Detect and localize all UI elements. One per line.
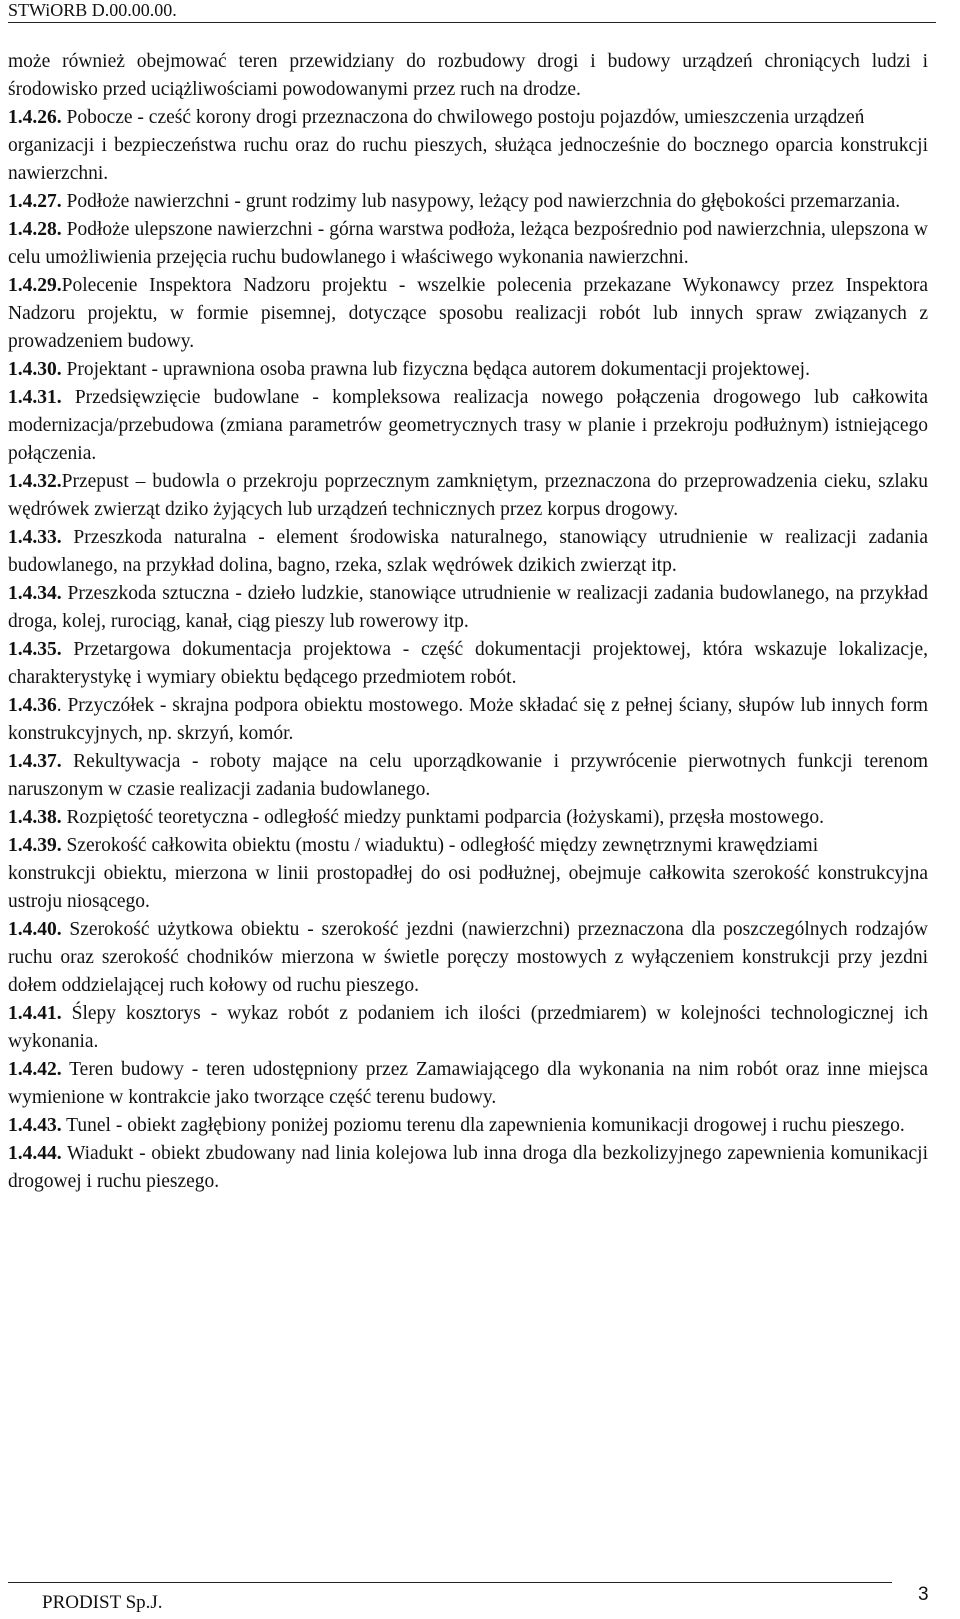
definition-number: 1.4.37. (8, 751, 62, 772)
definition-paragraph (8, 216, 928, 272)
definition-paragraph (8, 356, 928, 384)
definition-number: 1.4.34. (8, 583, 62, 604)
definition-paragraph (8, 104, 928, 132)
definition-text: Projektant - uprawniona osoba prawna lub fizyczna będąca autorem dokumentacji projektowej. (61, 359, 810, 380)
definition-text: Ślepy kosztorys - wykaz robót z podaniem ich ilości (przedmiarem) w kolejności technologicznej ich wykonania. (8, 1003, 928, 1052)
definition-paragraph (8, 132, 928, 188)
definition-paragraph (8, 384, 928, 468)
definition-paragraph (8, 832, 928, 860)
definition-paragraph (8, 1056, 928, 1112)
definition-paragraph (8, 1140, 928, 1196)
definition-text: Przetargowa dokumentacja projektowa - część dokumentacji projektowej, która wskazuje lokalizacje, charakterystykę i wymiary obiektu będącego przedmiotem robót. (8, 639, 928, 688)
definition-text: Przepust – budowla o przekroju poprzecznym zamkniętym, przeznaczona do przeprowadzenia cieku, szlaku wędrówek zwierząt dziko żyjących lub urządzeń technicznych przez korpus drogowy. (8, 471, 928, 520)
definition-paragraph (8, 1112, 928, 1140)
definition-paragraph (8, 860, 928, 916)
definition-text: Tunel - obiekt zagłębiony poniżej poziomu terenu dla zapewnienia komunikacji drogowej i ruchu pieszego. (61, 1115, 905, 1136)
definition-paragraph (8, 916, 928, 1000)
page-number: 3 (918, 1584, 929, 1605)
definition-paragraph (8, 188, 928, 216)
definition-number: 1.4.38. (8, 807, 62, 828)
definition-number: 1.4.27. (8, 191, 62, 212)
definition-text: Podłoże nawierzchni - grunt rodzimy lub nasypowy, leżący pod nawierzchnia do głębokości przemarzania. (61, 191, 901, 212)
definition-number: 1.4.43. (8, 1115, 62, 1136)
definition-number: 1.4.39. (8, 835, 62, 856)
definition-number: 1.4.31. (8, 387, 62, 408)
definition-text: może również obejmować teren przewidziany do rozbudowy drogi i budowy urządzeń chroniących ludzi i środowisko przed uciążliwościami powodowanymi przez ruch na drodze. (8, 51, 928, 100)
definition-text: Podłoże ulepszone nawierzchni - górna warstwa podłoża, leżąca bezpośrednio pod nawierzchnia, ulepszona w celu umożliwienia przejęcia ruchu budowlanego i właściwego wykonania nawierzchni. (8, 219, 928, 268)
header-doc-code: STWiORB D.00.00.00. (8, 0, 177, 20)
definition-text: Przedsięwzięcie budowlane - kompleksowa realizacja nowego połączenia drogowego lub całkowita modernizacja/przebudowa (zmiana parametrów geometrycznych trasy w planie i przekroju podłużnym) istniejącego połączenia. (8, 387, 928, 464)
document-page (8, 0, 952, 1619)
definition-number: 1.4.32. (8, 471, 62, 492)
definition-text: organizacji i bezpieczeństwa ruchu oraz do ruchu pieszych, służąca jednocześnie do bocznego oparcia konstrukcji nawierzchni. (8, 135, 928, 184)
definition-paragraph (8, 48, 928, 104)
definition-number: 1.4.26. (8, 107, 62, 128)
definition-text: Szerokość użytkowa obiektu - szerokość jezdni (nawierzchni) przeznaczona dla poszczególnych rodzajów ruchu oraz szerokość chodników mierzona w świetle poręczy mostowych z wyłączeniem konstrukcji przy jezdni dołem oddzielającej ruch kołowy od ruchu pieszego. (8, 919, 928, 996)
definition-paragraph (8, 692, 928, 748)
definition-paragraph (8, 272, 928, 356)
definition-number: 1.4.35. (8, 639, 62, 660)
definition-text: Teren budowy - teren udostępniony przez Zamawiającego dla wykonania na nim robót oraz inne miejsca wymienione w kontrakcie jako tworzące część terenu budowy. (8, 1059, 928, 1108)
definition-paragraph (8, 524, 928, 580)
definition-text: Przeszkoda sztuczna - dzieło ludzkie, stanowiące utrudnienie w realizacji zadania budowlanego, na przykład droga, kolej, rurociąg, kanał, ciąg pieszy lub rowerowy itp. (8, 583, 928, 632)
definition-number: 1.4.30. (8, 359, 62, 380)
document-body (8, 48, 928, 1196)
definition-number: 1.4.28. (8, 219, 62, 240)
definition-text: Rekultywacja - roboty mające na celu uporządkowanie i przywrócenie pierwotnych funkcji terenom naruszonym w czasie realizacji zadania budowlanego. (8, 751, 928, 800)
definition-text: Pobocze - cześć korony drogi przeznaczona do chwilowego postoju pojazdów, umieszczenia urządzeń (61, 107, 865, 128)
definition-number: 1.4.36 (8, 695, 57, 716)
definition-number: 1.4.33. (8, 527, 62, 548)
definition-text: konstrukcji obiektu, mierzona w linii prostopadłej do osi podłużnej, obejmuje całkowita szerokość konstrukcyjna ustroju niosącego. (8, 863, 928, 912)
definition-text: Przeszkoda naturalna - element środowiska naturalnego, stanowiący utrudnienie w realizacji zadania budowlanego, na przykład dolina, bagno, rzeka, szlak wędrówek dzikich zwierząt itp. (8, 527, 928, 576)
definition-paragraph (8, 1000, 928, 1056)
definition-number: 1.4.29. (8, 275, 62, 296)
definition-text: . Przyczółek - skrajna podpora obiektu mostowego. Może składać się z pełnej ściany, słupów lub innych form konstrukcyjnych, np. skrzyń, komór. (8, 695, 928, 744)
definition-number: 1.4.40. (8, 919, 62, 940)
definition-paragraph (8, 636, 928, 692)
definition-number: 1.4.44. (8, 1143, 62, 1164)
definition-text: Rozpiętość teoretyczna - odległość miedzy punktami podparcia (łożyskami), przęsła mostowego. (61, 807, 825, 828)
definition-number: 1.4.41. (8, 1003, 62, 1024)
definition-paragraph (8, 468, 928, 524)
header-divider (8, 22, 936, 23)
definition-number: 1.4.42. (8, 1059, 62, 1080)
definition-text: Szerokość całkowita obiektu (mostu / wiaduktu) - odległość między zewnętrznymi krawędziami (61, 835, 819, 856)
definition-text: Wiadukt - obiekt zbudowany nad linia kolejowa lub inna droga dla bezkolizyjnego zapewnienia komunikacji drogowej i ruchu pieszego. (8, 1143, 928, 1192)
footer-divider (8, 1582, 892, 1583)
definition-paragraph (8, 580, 928, 636)
footer-company: PRODIST Sp.J. (42, 1592, 163, 1613)
definition-paragraph (8, 748, 928, 804)
definition-text: Polecenie Inspektora Nadzoru projektu - wszelkie polecenia przekazane Wykonawcy przez Inspektora Nadzoru projektu, w formie pisemnej, dotyczące sposobu realizacji robót lub innych spraw związanych z prowadzeniem budowy. (8, 275, 928, 352)
definition-paragraph (8, 804, 928, 832)
